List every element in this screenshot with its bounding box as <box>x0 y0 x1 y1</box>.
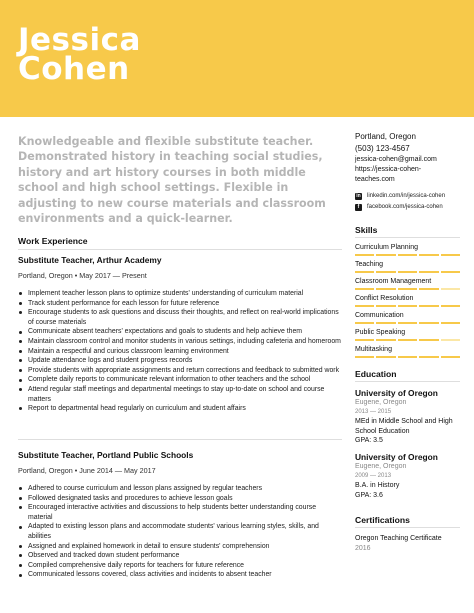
skill-level-segment <box>419 288 438 290</box>
skill-level-segment <box>376 254 395 256</box>
skill-item <box>355 278 460 290</box>
education-heading: Education <box>355 369 397 379</box>
skill-level-segment <box>355 254 374 256</box>
education-entry <box>355 388 465 446</box>
education-entry <box>355 452 465 500</box>
list-item: Complete daily reports to communicate relevant information to other teachers and the school <box>18 375 342 385</box>
certification-entry <box>355 534 465 553</box>
section-divider <box>355 527 460 528</box>
list-item: Track student performance for each lesson for future reference <box>18 299 342 309</box>
skill-level-segment <box>419 305 438 307</box>
skill-item <box>355 346 460 358</box>
skill-level-segment <box>441 356 460 358</box>
list-item: Report to departmental head regularly on curriculum and student affairs <box>18 404 342 414</box>
skill-label: Multitasking <box>355 346 392 353</box>
degree: MEd in Middle School and High School Education <box>355 418 453 435</box>
list-item: Update attendance logs and student progress records <box>18 356 342 366</box>
skill-level-segment <box>441 339 460 341</box>
list-item: Attend regular staff meetings and departmental meetings to stay up-to-date on school and course matters <box>18 385 342 404</box>
skill-level-segment <box>376 356 395 358</box>
school-location: Eugene, Oregon <box>355 399 407 406</box>
skill-level-segment <box>398 305 417 307</box>
skill-level-segment <box>376 339 395 341</box>
website-line[interactable]: https://jessica-cohen- <box>355 166 422 173</box>
skill-level-segment <box>355 322 374 324</box>
list-item: Observed and tracked down student performance <box>18 551 342 561</box>
degree: B.A. in History <box>355 482 400 489</box>
skill-level-bar <box>355 322 460 324</box>
skill-level-segment <box>398 339 417 341</box>
section-divider <box>355 381 460 382</box>
skill-level-segment <box>441 271 460 273</box>
contact-phone[interactable]: (503) 123-4567 <box>355 143 410 153</box>
facebook-icon: f <box>355 204 362 211</box>
skill-label: Curriculum Planning <box>355 244 419 251</box>
contact-website[interactable] <box>355 165 465 185</box>
skill-item <box>355 261 460 273</box>
facebook-url[interactable]: facebook.com/jessica-cohen <box>367 203 443 210</box>
skill-level-bar <box>355 305 460 307</box>
skill-level-segment <box>419 254 438 256</box>
skill-label: Public Speaking <box>355 329 406 336</box>
list-item: Communicate absent teachers' expectations and goals to students and help achieve them <box>18 327 342 337</box>
skill-level-segment <box>441 288 460 290</box>
skill-label: Communication <box>355 312 404 319</box>
skill-level-segment <box>376 271 395 273</box>
job-bullets <box>18 289 342 414</box>
first-name: Jessica <box>18 22 141 58</box>
certification-year: 2016 <box>355 544 371 552</box>
skill-level-segment <box>376 305 395 307</box>
skill-level-bar <box>355 339 460 341</box>
skill-level-segment <box>398 322 417 324</box>
job-entry <box>18 255 342 414</box>
skill-item <box>355 329 460 341</box>
skill-level-segment <box>419 339 438 341</box>
last-name: Cohen <box>18 51 130 87</box>
skill-level-bar <box>355 254 460 256</box>
skill-label: Classroom Management <box>355 278 432 285</box>
skill-level-segment <box>398 356 417 358</box>
list-item: Implement teacher lesson plans to optimize students' understanding of curriculum material <box>18 289 342 299</box>
job-meta: Portland, Oregon • May 2017 — Present <box>18 271 147 280</box>
list-item: Communicated lessons covered, class activities and incidents to absent teacher <box>18 570 342 580</box>
skill-level-segment <box>419 356 438 358</box>
list-item: Provide students with appropriate assignments and return corrections and feedback to submitted work <box>18 366 342 376</box>
linkedin-url[interactable]: linkedin.com/in/jessica-cohen <box>367 192 446 199</box>
contact-city: Portland, Oregon <box>355 132 416 141</box>
list-item: Followed designated tasks and procedures to achieve lesson goals <box>18 494 342 504</box>
skill-item <box>355 244 460 256</box>
skill-item <box>355 312 460 324</box>
job-meta: Portland, Oregon • June 2014 — May 2017 <box>18 466 156 475</box>
skills-heading: Skills <box>355 225 378 235</box>
list-item: Maintain classroom control and monitor students in various settings, including cafeteria and homeroom <box>18 337 342 347</box>
list-item: Encourage students to ask questions and discuss their thoughts, and reflect on real-world implications of course materials <box>18 308 342 327</box>
job-bullets <box>18 484 342 580</box>
header-banner <box>0 0 474 117</box>
skill-level-segment <box>355 305 374 307</box>
skill-level-segment <box>376 322 395 324</box>
skill-level-segment <box>355 356 374 358</box>
certifications-heading: Certifications <box>355 515 410 525</box>
linkedin-icon: in <box>356 193 361 199</box>
job-entry <box>18 450 342 580</box>
school-years: 2013 — 2015 <box>355 408 392 415</box>
skill-level-segment <box>398 288 417 290</box>
skill-level-segment <box>419 322 438 324</box>
skill-level-segment <box>441 322 460 324</box>
contact-email[interactable]: jessica-cohen@gmail.com <box>355 156 437 163</box>
certification-name: Oregon Teaching Certificate <box>355 535 442 542</box>
candidate-name <box>18 22 141 87</box>
skill-level-segment <box>441 254 460 256</box>
skill-level-segment <box>419 271 438 273</box>
skill-level-segment <box>398 254 417 256</box>
list-item: Compiled comprehensive daily reports for teachers for future reference <box>18 561 342 571</box>
list-item: Maintain a respectful and curious classroom learning environment <box>18 347 342 357</box>
skill-level-bar <box>355 271 460 273</box>
skill-level-segment <box>355 271 374 273</box>
school-years: 2009 — 2013 <box>355 472 392 479</box>
skill-level-segment <box>398 271 417 273</box>
school-name: University of Oregon <box>355 452 438 462</box>
skill-level-bar <box>355 356 460 358</box>
work-experience-heading: Work Experience <box>18 236 88 246</box>
section-divider <box>18 249 342 250</box>
list-item: Encouraged interactive activities and discussions to help students better understanding course material <box>18 503 342 522</box>
skill-level-segment <box>441 305 460 307</box>
job-title: Substitute Teacher, Portland Public Schools <box>18 450 194 460</box>
list-item: Adhered to course curriculum and lesson plans assigned by regular teachers <box>18 484 342 494</box>
job-title: Substitute Teacher, Arthur Academy <box>18 255 162 265</box>
linkedin-link[interactable] <box>355 191 465 202</box>
skill-item <box>355 295 460 307</box>
skill-label: Teaching <box>355 261 384 268</box>
section-divider <box>355 237 460 238</box>
gpa: GPA: 3.5 <box>355 437 383 444</box>
skill-label: Conflict Resolution <box>355 295 414 302</box>
skill-level-segment <box>376 288 395 290</box>
list-item: Assigned and explained homework in detail to ensure students' comprehension <box>18 542 342 552</box>
school-name: University of Oregon <box>355 388 438 398</box>
skill-level-segment <box>355 288 374 290</box>
contact-block <box>355 131 465 213</box>
skill-level-bar <box>355 288 460 290</box>
skill-level-segment <box>355 339 374 341</box>
gpa: GPA: 3.6 <box>355 491 383 499</box>
school-location: Eugene, Oregon <box>355 463 407 470</box>
list-item: Adapted to existing lesson plans and accommodate students' various learning styles, skills, and abilities <box>18 522 342 541</box>
website-line[interactable]: teaches.com <box>355 176 395 183</box>
professional-summary: Knowledgeable and flexible substitute teacher. Demonstrated history in teaching social studies, history and art history courses in both middle school and high school settings. Flexible in adjusting to new course materials and classroom environments and a quick-learner. <box>18 135 326 226</box>
job-divider <box>18 439 342 440</box>
facebook-link[interactable] <box>355 202 465 213</box>
